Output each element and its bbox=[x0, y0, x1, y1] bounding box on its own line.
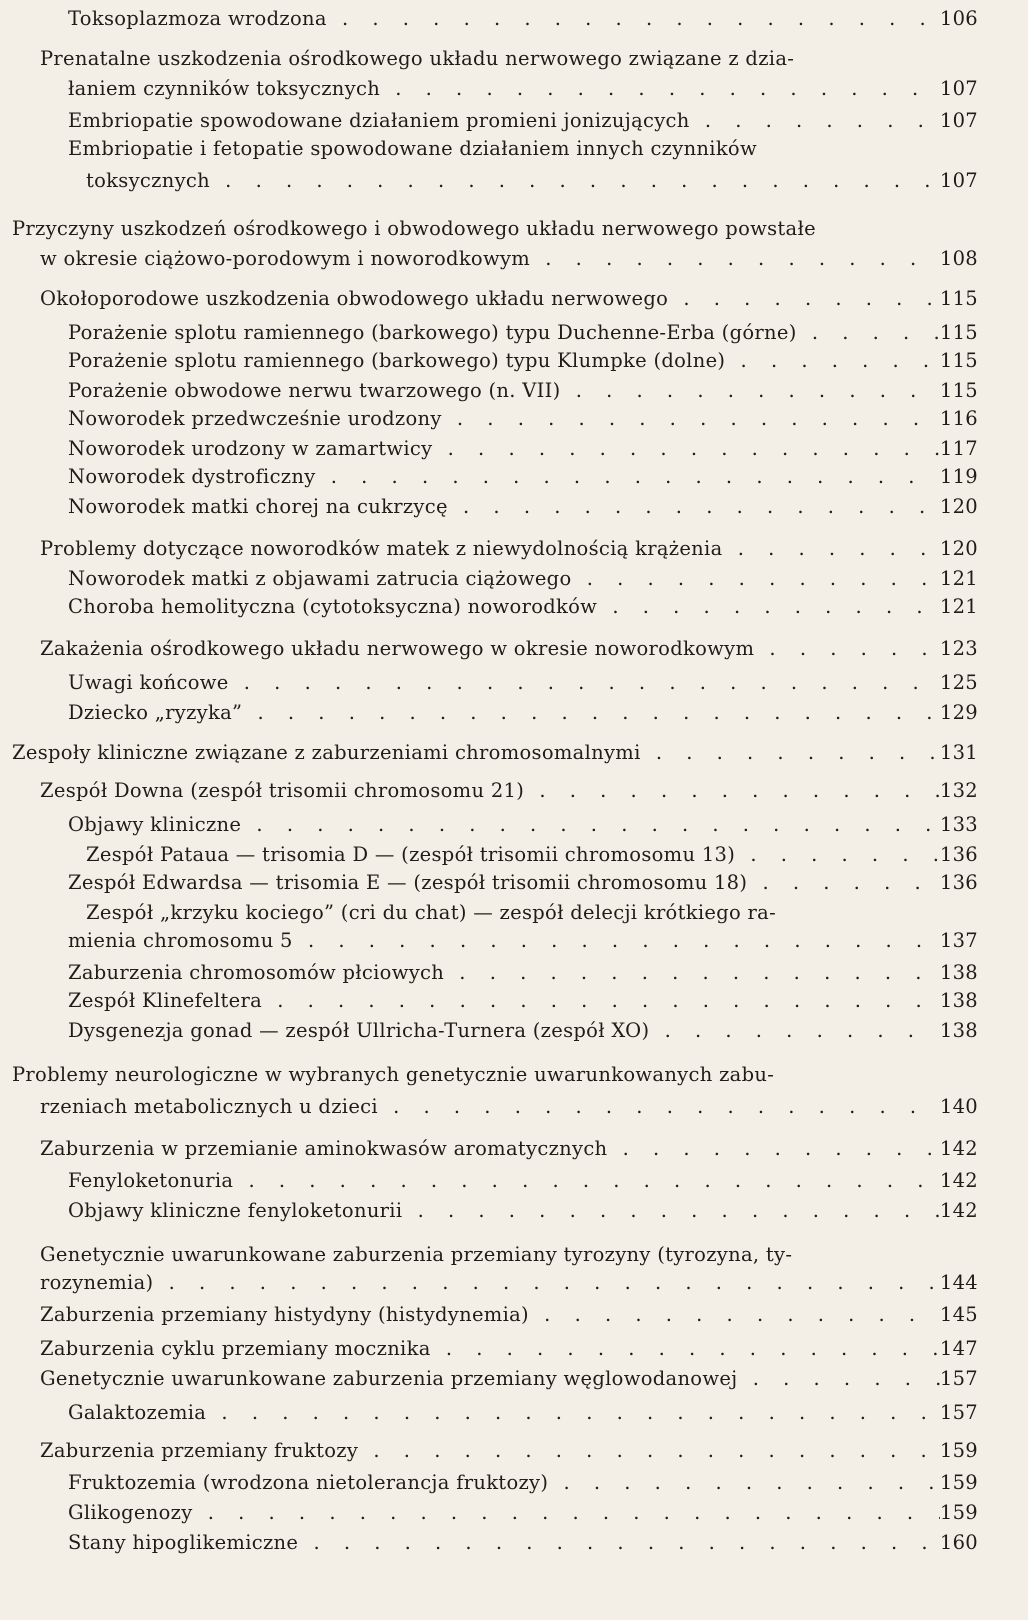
toc-entry bbox=[0, 698, 1028, 728]
toc-entry-title: Zespół „krzyku kociego” (cri du chat) — zespół delecji krótkiego ra- bbox=[86, 901, 776, 924]
toc-entry bbox=[0, 776, 1028, 806]
toc-entry-title: Genetycznie uwarunkowane zaburzenia przemiany tyrozyny (tyrozyna, ty- bbox=[40, 1243, 793, 1266]
toc-entry bbox=[0, 44, 1028, 74]
toc-entry bbox=[0, 404, 1028, 434]
toc-entry bbox=[0, 738, 1028, 768]
toc-entry-title: Noworodek matki chorej na cukrzycę . . . bbox=[68, 492, 940, 522]
toc-entry bbox=[0, 564, 1028, 594]
toc-entry-page-number: 121 bbox=[939, 595, 978, 618]
toc-entry bbox=[0, 1468, 1028, 1498]
toc-entry-page-number: 159 bbox=[939, 1501, 978, 1524]
toc-entry-title: Zaburzenia w przemianie aminokwasów aromatycznych . . . bbox=[40, 1134, 940, 1164]
toc-entry-title: w okresie ciążowo-porodowym i noworodkowym . . . bbox=[40, 244, 940, 274]
toc-entry bbox=[0, 810, 1028, 840]
toc-entry-page-number: 137 bbox=[939, 929, 978, 952]
toc-entry-page-number: 106 bbox=[939, 7, 978, 30]
toc-entry-page-number: 115 bbox=[939, 287, 978, 310]
toc-entry-page-number: 107 bbox=[939, 169, 978, 192]
toc-entry-title: łaniem czynników toksycznych . . . bbox=[68, 74, 940, 104]
toc-entry bbox=[0, 434, 1028, 464]
toc-entry-title: Zespół Klinefeltera . . . bbox=[68, 986, 940, 1016]
toc-entry bbox=[0, 592, 1028, 622]
toc-entry-page-number: 138 bbox=[939, 961, 978, 984]
toc-entry-title: Noworodek urodzony w zamartwicy . . . bbox=[68, 434, 940, 464]
toc-entry bbox=[0, 1196, 1028, 1226]
toc-entry bbox=[0, 4, 1028, 34]
toc-entry-page-number: 140 bbox=[939, 1095, 978, 1118]
toc-entry-title: rzeniach metabolicznych u dzieci . . . bbox=[40, 1092, 940, 1122]
toc-entry-title: Noworodek matki z objawami zatrucia ciążowego . . . bbox=[68, 564, 940, 594]
toc-entry bbox=[0, 166, 1028, 196]
toc-entry-page-number: 121 bbox=[939, 567, 978, 590]
toc-entry bbox=[0, 868, 1028, 898]
toc-entry-page-number: 125 bbox=[939, 671, 978, 694]
toc-entry bbox=[0, 74, 1028, 104]
toc-entry-page-number: 136 bbox=[939, 871, 978, 894]
toc-entry-page-number: 159 bbox=[939, 1471, 978, 1494]
toc-entry-page-number: 136 bbox=[939, 843, 978, 866]
toc-entry bbox=[0, 668, 1028, 698]
toc-entry-page-number: 115 bbox=[939, 349, 978, 372]
toc-entry-title: Genetycznie uwarunkowane zaburzenia przemiany węglowodanowej . . . bbox=[40, 1364, 940, 1394]
toc-entry-title: Embriopatie spowodowane działaniem promieni jonizujących . . . bbox=[68, 106, 940, 136]
toc-entry-page-number: 159 bbox=[939, 1439, 978, 1462]
toc-entry-title: Zakażenia ośrodkowego układu nerwowego w okresie noworodkowym . . . bbox=[40, 634, 940, 664]
toc-entry-title: Stany hipoglikemiczne . . . bbox=[68, 1528, 940, 1558]
toc-entry-page-number: 147 bbox=[939, 1337, 978, 1360]
toc-entry-title: Noworodek dystroficzny . . . bbox=[68, 462, 940, 492]
toc-entry-title: Problemy dotyczące noworodków matek z niewydolnością krążenia . . . bbox=[40, 534, 940, 564]
toc-entry-page-number: 142 bbox=[939, 1169, 978, 1192]
toc-entry-page-number: 115 bbox=[939, 321, 978, 344]
toc-entry bbox=[0, 376, 1028, 406]
toc-entry bbox=[0, 1364, 1028, 1394]
toc-entry-title: Objawy kliniczne fenyloketonurii . . . bbox=[68, 1196, 940, 1226]
toc-entry-page-number: 120 bbox=[939, 537, 978, 560]
toc-entry bbox=[0, 1240, 1028, 1270]
toc-entry-title: Okołoporodowe uszkodzenia obwodowego układu nerwowego . . . bbox=[40, 284, 940, 314]
toc-entry bbox=[0, 346, 1028, 376]
toc-entry-title: mienia chromosomu 5 . . . bbox=[68, 926, 940, 956]
toc-entry-title: Prenatalne uszkodzenia ośrodkowego układu nerwowego związane z dzia- bbox=[40, 47, 795, 70]
toc-entry-page-number: 129 bbox=[939, 701, 978, 724]
toc-entry-title: rozynemia) . . . bbox=[40, 1268, 940, 1298]
toc-entry-title: Galaktozemia . . . bbox=[68, 1398, 940, 1428]
toc-entry bbox=[0, 1498, 1028, 1528]
toc-entry-page-number: 116 bbox=[939, 407, 978, 430]
toc-entry bbox=[0, 958, 1028, 988]
toc-entry-title: Zaburzenia chromosomów płciowych . . . bbox=[68, 958, 940, 988]
toc-entry-title: Glikogenozy . . . bbox=[68, 1498, 940, 1528]
toc-entry bbox=[0, 840, 1028, 870]
toc-entry bbox=[0, 214, 1028, 244]
toc-entry-title: Zaburzenia przemiany fruktozy . . . bbox=[40, 1436, 940, 1466]
toc-entry-title: Zespół Pataua — trisomia D — (zespół trisomii chromosomu 13) . . . bbox=[86, 840, 940, 870]
toc-entry-page-number: 107 bbox=[939, 109, 978, 132]
toc-entry-page-number: 142 bbox=[939, 1137, 978, 1160]
toc-entry-title: Dziecko „ryzyka” . . . bbox=[68, 698, 940, 728]
toc-entry-title: Uwagi końcowe . . . bbox=[68, 668, 940, 698]
toc-entry-title: Zaburzenia przemiany histydyny (histydynemia) . . . bbox=[40, 1300, 940, 1330]
toc-entry bbox=[0, 534, 1028, 564]
toc-entry-page-number: 115 bbox=[939, 379, 978, 402]
toc-entry bbox=[0, 106, 1028, 136]
toc-entry bbox=[0, 1134, 1028, 1164]
toc-entry bbox=[0, 1060, 1028, 1090]
toc-entry-title: Porażenie obwodowe nerwu twarzowego (n. VII) . . . bbox=[68, 376, 940, 406]
toc-entry-title: Porażenie splotu ramiennego (barkowego) typu Klumpke (dolne) . . . bbox=[68, 346, 940, 376]
toc-entry-title: Fruktozemia (wrodzona nietolerancja fruktozy) . . . bbox=[68, 1468, 940, 1498]
toc-entry bbox=[0, 492, 1028, 522]
toc-entry-page-number: 157 bbox=[939, 1367, 978, 1390]
toc-entry-title: Dysgenezja gonad — zespół Ullricha-Turnera (zespół XO) . . . bbox=[68, 1016, 940, 1046]
toc-entry-page-number: 157 bbox=[939, 1401, 978, 1424]
toc-entry bbox=[0, 634, 1028, 664]
toc-entry-title: toksycznych . . . bbox=[86, 166, 940, 196]
toc-entry-title: Problemy neurologiczne w wybranych genetycznie uwarunkowanych zabu- bbox=[12, 1063, 775, 1086]
toc-entry-title: Embriopatie i fetopatie spowodowane działaniem innych czynników bbox=[68, 137, 757, 160]
toc-entry-page-number: 108 bbox=[939, 247, 978, 270]
toc-entry bbox=[0, 318, 1028, 348]
toc-entry-title: Zaburzenia cyklu przemiany mocznika . . . bbox=[40, 1334, 940, 1364]
toc-entry-page-number: 131 bbox=[939, 741, 978, 764]
toc-entry-page-number: 160 bbox=[939, 1531, 978, 1554]
toc-entry bbox=[0, 244, 1028, 274]
toc-entry-page-number: 123 bbox=[939, 637, 978, 660]
toc-entry-page-number: 142 bbox=[939, 1199, 978, 1222]
toc-entry-title: Fenyloketonuria . . . bbox=[68, 1166, 940, 1196]
toc-entry-title: Zespół Downa (zespół trisomii chromosomu 21) . . . bbox=[40, 776, 940, 806]
toc-entry bbox=[0, 462, 1028, 492]
toc-entry bbox=[0, 1300, 1028, 1330]
toc-entry-title: Choroba hemolityczna (cytotoksyczna) noworodków . . . bbox=[68, 592, 940, 622]
toc-entry bbox=[0, 1398, 1028, 1428]
toc-entry-title: Zespół Edwardsa — trisomia E — (zespół trisomii chromosomu 18) . . . bbox=[68, 868, 940, 898]
toc-entry bbox=[0, 1166, 1028, 1196]
toc-entry-title: Toksoplazmoza wrodzona . . . bbox=[68, 4, 940, 34]
toc-entry bbox=[0, 1436, 1028, 1466]
toc-entry-page-number: 144 bbox=[939, 1271, 978, 1294]
toc-entry-page-number: 120 bbox=[939, 495, 978, 518]
toc-entry-title: Noworodek przedwcześnie urodzony . . . bbox=[68, 404, 940, 434]
toc-entry bbox=[0, 134, 1028, 164]
toc-entry-page-number: 138 bbox=[939, 989, 978, 1012]
toc-entry-title: Objawy kliniczne . . . bbox=[68, 810, 940, 840]
toc-entry bbox=[0, 1268, 1028, 1298]
toc-entry bbox=[0, 284, 1028, 314]
toc-entry-title: Zespoły kliniczne związane z zaburzeniami chromosomalnymi . . . bbox=[12, 738, 940, 768]
toc-entry bbox=[0, 1092, 1028, 1122]
toc-entry bbox=[0, 1016, 1028, 1046]
toc-entry bbox=[0, 898, 1028, 928]
toc-entry bbox=[0, 986, 1028, 1016]
toc-entry bbox=[0, 1528, 1028, 1558]
toc-entry-page-number: 132 bbox=[939, 779, 978, 802]
toc-entry bbox=[0, 926, 1028, 956]
toc-entry-page-number: 119 bbox=[939, 465, 978, 488]
toc-entry-page-number: 117 bbox=[939, 437, 978, 460]
toc-entry-page-number: 138 bbox=[939, 1019, 978, 1042]
toc-entry-page-number: 145 bbox=[939, 1303, 978, 1326]
toc-entry-title: Porażenie splotu ramiennego (barkowego) typu Duchenne-Erba (górne) . . . bbox=[68, 318, 940, 348]
toc-entry-page-number: 133 bbox=[939, 813, 978, 836]
toc-entry-page-number: 107 bbox=[939, 77, 978, 100]
toc-entry bbox=[0, 1334, 1028, 1364]
toc-entry-title: Przyczyny uszkodzeń ośrodkowego i obwodowego układu nerwowego powstałe bbox=[12, 217, 816, 240]
